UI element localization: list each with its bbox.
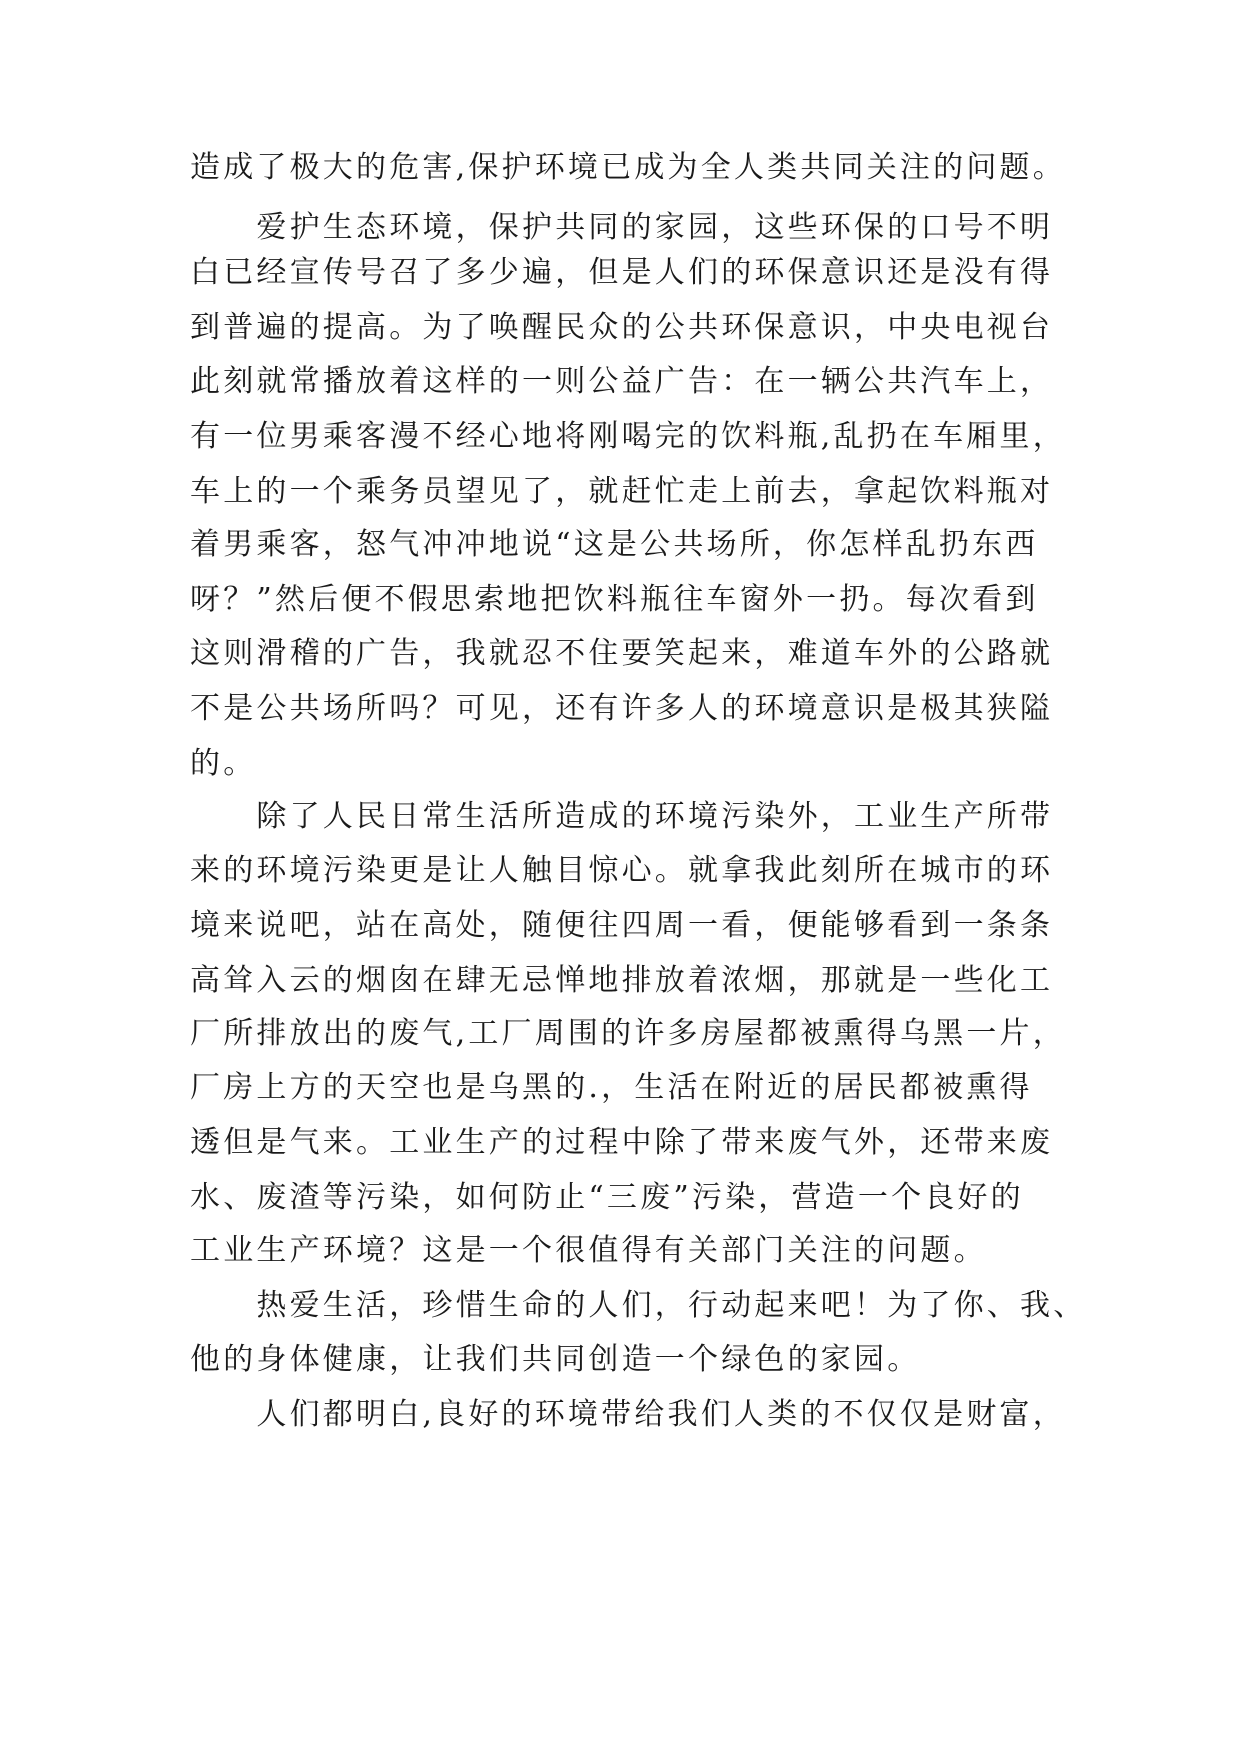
text-line: 有一位男乘客漫不经心地将刚喝完的饮料瓶,乱扔在车厢里， [190,419,1066,454]
text-line: 热爱生活，珍惜生命的人们，行动起来吧！为了你、我、 [190,1288,1087,1323]
text-line: 这则滑稽的广告，我就忍不住要笑起来，难道车外的公路就 [190,636,1054,671]
text-line: 透但是气来。工业生产的过程中除了带来废气外，还带来废 [190,1125,1054,1160]
text-line: 来的环境污染更是让人触目惊心。就拿我此刻所在城市的环 [190,853,1054,888]
text-line: 的。 [190,746,257,781]
text-line: 白已经宣传号召了多少遍，但是人们的环保意识还是没有得 [190,255,1054,290]
text-line: 爱护生态环境，保护共同的家园，这些环保的口号不明 [190,210,1054,245]
text-line: 厂所排放出的废气,工厂周围的许多房屋都被熏得乌黑一片， [190,1016,1066,1051]
text-line: 呀？”然后便不假思索地把饮料瓶往车窗外一扔。每次看到 [190,582,1039,617]
text-line: 境来说吧，站在高处，随便往四周一看，便能够看到一条条 [190,908,1054,943]
text-line: 他的身体健康，让我们共同创造一个绿色的家园。 [190,1342,921,1377]
text-line: 水、废渣等污染，如何防止“三废”污染，营造一个良好的 [190,1180,1024,1215]
text-line: 此刻就常播放着这样的一则公益广告：在一辆公共汽车上， [190,364,1054,399]
text-line: 到普遍的提高。为了唤醒民众的公共环保意识，中央电视台 [190,310,1054,345]
text-line: 高耸入云的烟囱在肆无忌惮地排放着浓烟，那就是一些化工 [190,963,1054,998]
text-line: 厂房上方的天空也是乌黑的.，生活在附近的居民都被熏得 [190,1070,1033,1105]
text-line: 不是公共场所吗？可见，还有许多人的环境意识是极其狭隘 [190,691,1054,726]
text-line: 车上的一个乘务员望见了，就赶忙走上前去，拿起饮料瓶对 [190,474,1054,509]
text-line: 着男乘客，怒气冲冲地说“这是公共场所，你怎样乱扔东西 [190,527,1039,562]
text-line: 造成了极大的危害,保护环境已成为全人类共同关注的问题。 [190,150,1066,185]
text-line: 除了人民日常生活所造成的环境污染外，工业生产所带 [190,799,1054,834]
text-line: 人们都明白,良好的环境带给我们人类的不仅仅是财富， [190,1397,1066,1432]
text-line: 工业生产环境？这是一个很值得有关部门关注的问题。 [190,1233,987,1268]
